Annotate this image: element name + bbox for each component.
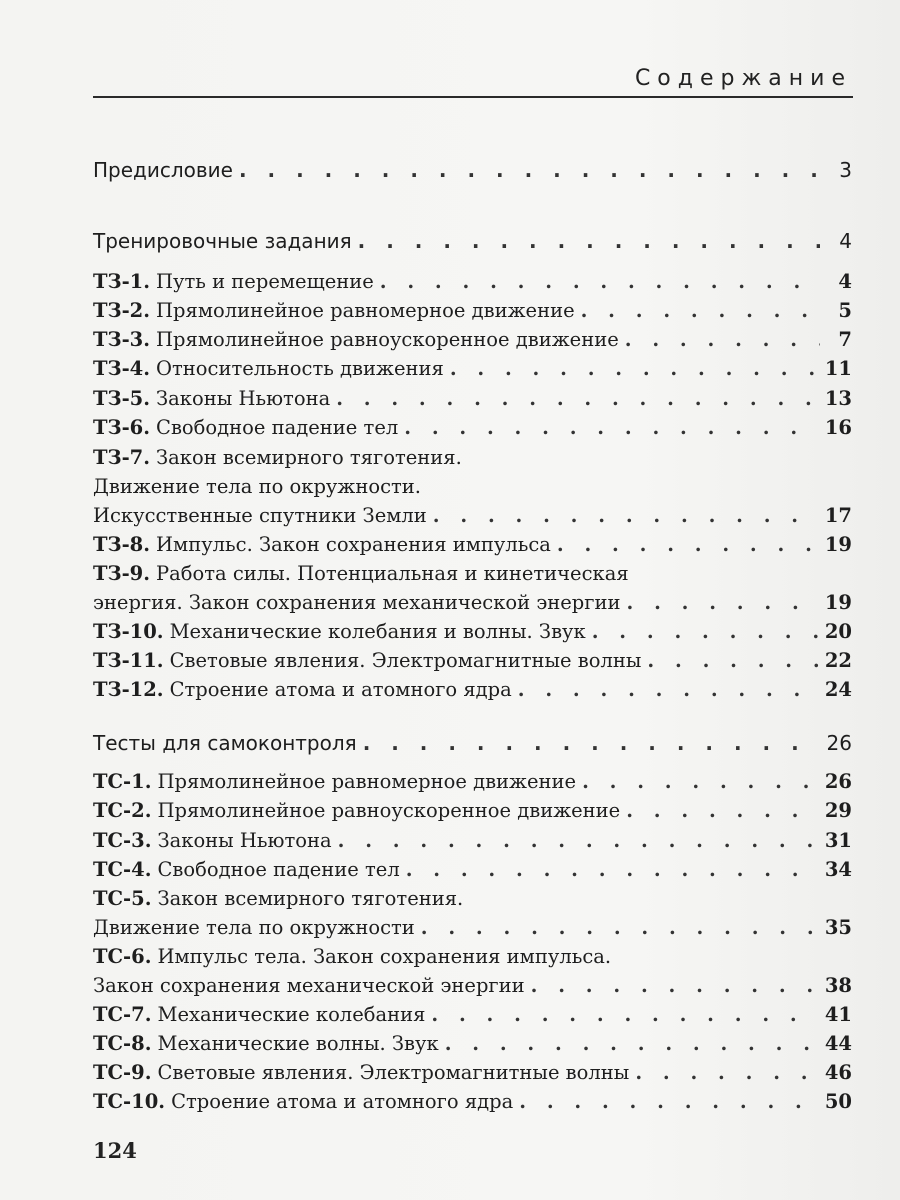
entry-code: ТС-3. [93, 829, 152, 852]
entry-code: ТЗ-1. [93, 270, 151, 293]
page-number: 11 [824, 357, 852, 380]
entry-code: ТС-4. [93, 858, 152, 881]
toc-entry-last-line [93, 591, 852, 614]
entry-title: Закон всемирного тяготения. [156, 446, 462, 469]
entry-title: Путь и перемещение [156, 270, 374, 293]
entry-code: ТС-9. [93, 1061, 152, 1084]
entry-code: ТЗ-11. [93, 649, 164, 672]
dot-leader [338, 829, 819, 852]
entry-title: Световые явления. Электромагнитные волны [157, 1061, 630, 1084]
toc-entry [93, 387, 852, 410]
heading-rule [93, 96, 853, 98]
dot-leader [581, 299, 820, 322]
toc-entry-multiline [93, 562, 852, 585]
toc-entry [93, 533, 852, 556]
dot-leader [627, 591, 819, 614]
dot-leader [433, 504, 819, 527]
entry-title-continuation: Искусственные спутники Земли [93, 504, 427, 527]
page-number: 24 [824, 678, 852, 701]
toc-entry [93, 1032, 852, 1055]
page-number: 38 [824, 974, 852, 997]
entry-title-continuation: Закон сохранения механической энергии [93, 974, 525, 997]
entry-code: ТЗ-12. [93, 678, 164, 701]
entry-title: Законы Ньютона [157, 829, 332, 852]
dot-leader [626, 799, 819, 822]
dot-leader [635, 1061, 819, 1084]
page-number: 29 [824, 799, 852, 822]
dot-leader [431, 1003, 818, 1026]
toc-entry [93, 649, 852, 672]
dot-leader [647, 649, 818, 672]
dot-leader [518, 678, 819, 701]
entry-title: Механические колебания и волны. Звук [169, 620, 586, 643]
dot-leader [358, 229, 820, 253]
toc-entry [93, 357, 852, 380]
toc-section-tests [93, 731, 852, 755]
dot-leader [592, 620, 819, 643]
entry-code: ТЗ-6. [93, 416, 151, 439]
page-number: 16 [824, 416, 852, 439]
toc-entry [93, 299, 852, 322]
dot-leader [406, 858, 819, 881]
page-number: 44 [824, 1032, 852, 1055]
page-number: 50 [824, 1090, 852, 1113]
toc-entry [93, 416, 852, 439]
toc-entry-last-line [93, 916, 852, 939]
page-number: 41 [824, 1003, 852, 1026]
page-number: 31 [824, 829, 852, 852]
page-number: 34 [824, 858, 852, 881]
page-number: 7 [838, 328, 852, 351]
section-title: Тесты для самоконтроля [93, 731, 357, 755]
toc-entry [93, 270, 852, 293]
dot-leader [380, 270, 820, 293]
entry-code: ТЗ-3. [93, 328, 151, 351]
page-number: 20 [824, 620, 852, 643]
entry-title: Свободное падение тел [156, 416, 399, 439]
entry-code: ТС-7. [93, 1003, 152, 1026]
section-title: Предисловие [93, 158, 233, 182]
page-heading: Содержание [634, 66, 852, 91]
entry-title: Законы Ньютона [156, 387, 331, 410]
dot-leader [445, 1032, 819, 1055]
page-number: 13 [824, 387, 852, 410]
page-number: 4 [839, 229, 852, 253]
dot-leader [582, 770, 819, 793]
dot-leader [421, 916, 819, 939]
entry-title: Импульс тела. Закон сохранения импульса. [157, 945, 612, 968]
page-number: 46 [824, 1061, 852, 1084]
dot-leader [363, 731, 820, 755]
toc-entry-last-line [93, 974, 852, 997]
entry-title: Строение атома и атомного ядра [171, 1090, 514, 1113]
page-number: 22 [824, 649, 852, 672]
dot-leader [450, 357, 819, 380]
page-number: 19 [824, 533, 852, 556]
toc-entry-multiline [93, 945, 852, 968]
toc-entry-multiline [93, 887, 852, 910]
entry-code: ТС-1. [93, 770, 152, 793]
toc-section-training [93, 229, 852, 253]
toc-entry-last-line [93, 504, 852, 527]
entry-title: Прямолинейное равноускоренное движение [156, 328, 619, 351]
entry-title-continuation: энергия. Закон сохранения механической энергии [93, 591, 621, 614]
toc-entry [93, 678, 852, 701]
entry-title: Прямолинейное равноускоренное движение [157, 799, 621, 822]
entry-title: Свободное падение тел [157, 858, 400, 881]
entry-code: ТС-8. [93, 1032, 152, 1055]
entry-title: Прямолинейное равномерное движение [156, 299, 575, 322]
entry-title: Относительность движения [156, 357, 444, 380]
toc-entry [93, 1090, 852, 1113]
dot-leader [404, 416, 819, 439]
entry-code: ТС-10. [93, 1090, 166, 1113]
toc-entry [93, 829, 852, 852]
toc-entry [93, 770, 852, 793]
toc-entry [93, 858, 852, 881]
entry-title: Механические волны. Звук [157, 1032, 439, 1055]
page-number: 26 [824, 770, 852, 793]
page-number: 4 [838, 270, 852, 293]
entry-title: Строение атома и атомного ядра [169, 678, 512, 701]
entry-code: ТС-5. [93, 887, 152, 910]
toc-section-preface [93, 158, 852, 182]
page-number: 35 [824, 916, 852, 939]
page-number: 26 [826, 731, 852, 755]
dot-leader [531, 974, 819, 997]
page-number: 3 [839, 158, 852, 182]
dot-leader [519, 1090, 819, 1113]
toc-entry [93, 799, 852, 822]
entry-title-continuation: Движение тела по окружности. [93, 475, 421, 498]
dot-leader [557, 533, 819, 556]
section-title: Тренировочные задания [93, 229, 352, 253]
toc-entry [93, 1061, 852, 1084]
entry-code: ТЗ-8. [93, 533, 151, 556]
entry-code: ТЗ-5. [93, 387, 151, 410]
dot-leader [336, 387, 819, 410]
entry-code: ТС-6. [93, 945, 152, 968]
toc-entry-multiline [93, 446, 852, 469]
entry-title: Закон всемирного тяготения. [157, 887, 464, 910]
entry-title: Работа силы. Потенциальная и кинетическая [156, 562, 629, 585]
entry-title: Световые явления. Электромагнитные волны [169, 649, 642, 672]
entry-code: ТЗ-9. [93, 562, 151, 585]
toc-entry [93, 620, 852, 643]
page-number: 19 [824, 591, 852, 614]
entry-code: ТС-2. [93, 799, 152, 822]
entry-code: ТЗ-10. [93, 620, 164, 643]
entry-code: ТЗ-2. [93, 299, 151, 322]
entry-title: Прямолинейное равномерное движение [157, 770, 577, 793]
entry-code: ТЗ-7. [93, 446, 151, 469]
folio-page-number: 124 [93, 1138, 137, 1163]
toc-entry [93, 328, 852, 351]
page-number: 17 [824, 504, 852, 527]
dot-leader [239, 158, 820, 182]
page-number: 5 [838, 299, 852, 322]
entry-title: Импульс. Закон сохранения импульса [156, 533, 551, 556]
dot-leader [625, 328, 820, 351]
entry-code: ТЗ-4. [93, 357, 151, 380]
entry-title: Механические колебания [157, 1003, 426, 1026]
toc-entry [93, 1003, 852, 1026]
entry-title-continuation: Движение тела по окружности [93, 916, 415, 939]
